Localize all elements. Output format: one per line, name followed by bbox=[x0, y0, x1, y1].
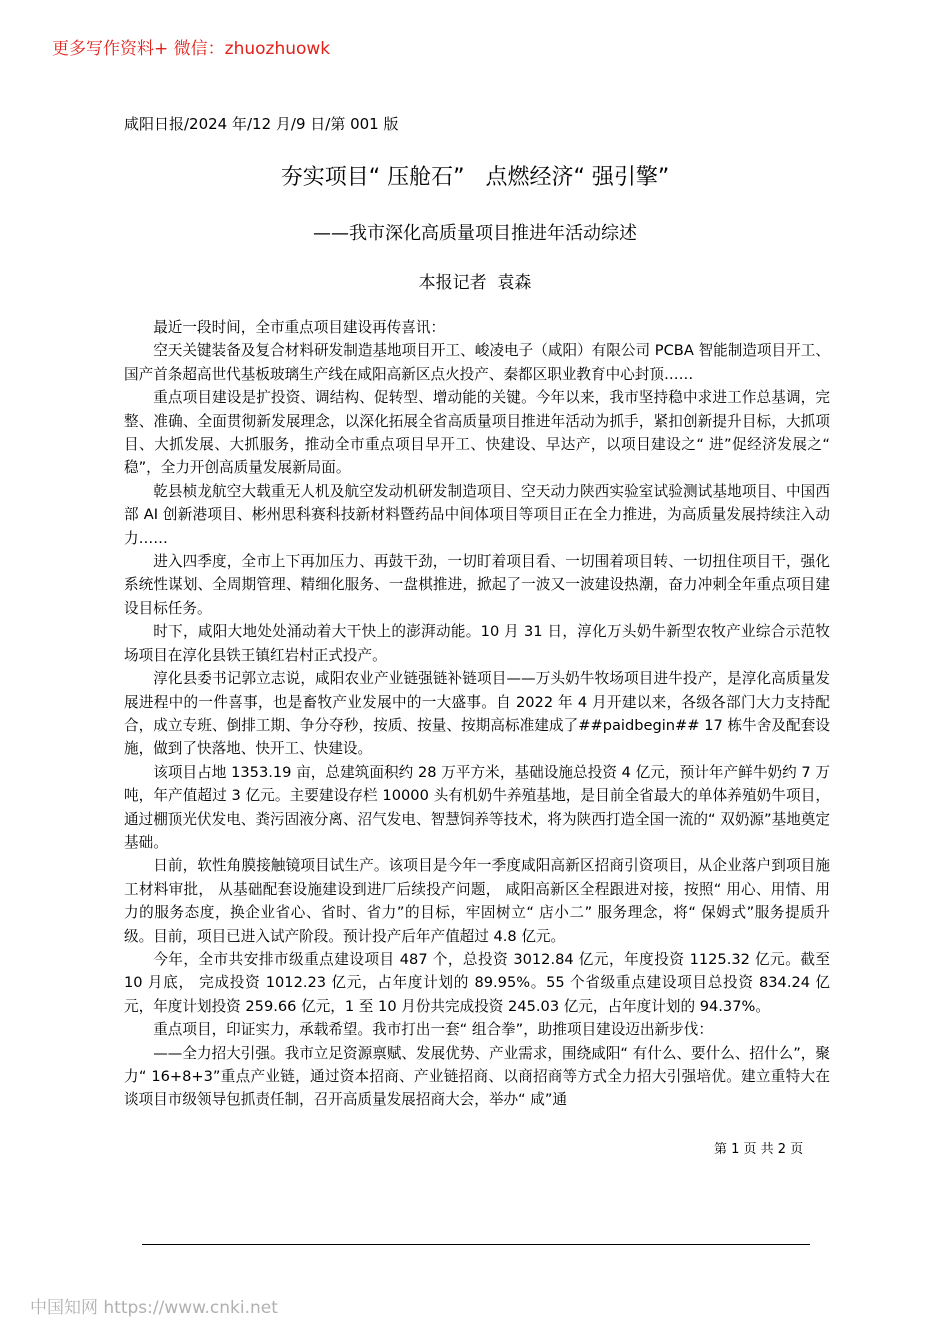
paragraph: 进入四季度，全市上下再加压力、再鼓干劲，一切盯着项目看、一切围着项目转、一切扭住项目干，强化系统性谋划、全周期管理、精细化服务、一盘棋推进，掀起了一波又一波建设热潮，奋力冲刺全年重点项目建设目标任务。 bbox=[124, 553, 830, 617]
article-title: 夯实项目“ 压舱石” 点燃经济“ 强引擎” bbox=[280, 165, 670, 190]
paragraph: 今年，全市共安排市级重点建设项目 487 个，总投资 3012.84 亿元，年度投资 1125.32 亿元。截至 10 月底， 完成投资 1012.23 亿元，占年度计划的 89.95%。55 个省级重点建设项目总投资 834.24 亿元，年度计划投资 259.66 亿元，1 至 10 月份共完成投资 245.03 亿元，占年度计划的 94.37%。 bbox=[124, 950, 830, 1015]
article-subtitle: ——我市深化高质量项目推进年活动综述 bbox=[313, 223, 637, 244]
footer-divider bbox=[142, 1244, 810, 1245]
page-number: 第 1 页 共 2 页 bbox=[714, 1142, 804, 1157]
publication-source: 咸阳日报/2024 年/12 月/9 日/第 001 版 bbox=[124, 115, 399, 133]
paragraph: 重点项目建设是扩投资、调结构、促转型、增动能的关键。今年以来，我市坚持稳中求进工作总基调，完整、准确、全面贯彻新发展理念，以深化拓展全省高质量项目推进年活动为抓手，紧扣创新提升目标，大抓项目、大抓发展、大抓服务，推动全市重点项目早开工、快建设、早达产，以项目建设之“ 进”促经济发展之“ 稳”，全力开创高质量发展新局面。 bbox=[124, 389, 830, 477]
paragraph: ——全力招大引强。我市立足资源禀赋、发展优势、产业需求，围绕咸阳“ 有什么、要什么、招什么”，聚力“ 16+8+3”重点产业链，通过资本招商、产业链招商、以商招商等方式全力招大引强培优。建立重特大在谈项目市级领导包抓责任制，召开高质量发展招商大会，举办“ 咸”通 bbox=[124, 1044, 830, 1109]
byline: 本报记者 袁森 bbox=[418, 273, 532, 293]
paragraph: 日前，软性角膜接触镜项目试生产。该项目是今年一季度咸阳高新区招商引资项目，从企业落户到项目施工材料审批， 从基础配套设施建设到进厂后续投产问题， 咸阳高新区全程跟进对接，按照“ 用心、用情、用力的服务态度，换企业省心、省时、省力”的目标，牢固树立“ 店小二” 服务理念，将“ 保姆式”服务提质升级。目前，项目已进入试产阶段。预计投产后年产值超过 4.8 亿元。 bbox=[124, 857, 830, 945]
paragraph: 时下，咸阳大地处处涌动着大干快上的澎湃动能。10 月 31 日，淳化万头奶牛新型农牧产业综合示范牧场项目在淳化县铁王镇红岩村正式投产。 bbox=[124, 623, 830, 664]
paragraph: 乾县桢龙航空大载重无人机及航空发动机研发制造项目、空天动力陕西实验室试验测试基地项目、中国西部 AI 创新港项目、彬州思科赛科技新材料暨药品中间体项目等项目正在全力推进，为高质量发展持续注入动力…… bbox=[124, 482, 830, 547]
article-body bbox=[124, 316, 830, 1112]
cnki-watermark: 中国知网 https://www.cnki.net bbox=[30, 1298, 278, 1318]
paragraph: 淳化县委书记郭立志说，咸阳农业产业链强链补链项目——万头奶牛牧场项目进牛投产，是淳化高质量发展进程中的一件喜事，也是畜牧产业发展中的一大盛事。自 2022 年 4 月开建以来，各级各部门大力支持配合，成立专班、倒排工期、争分夺秒，按质、按量、按期高标准建成了##paidbegin## 17 栋牛舍及配套设施，做到了快落地、快开工、快建设。 bbox=[124, 670, 830, 758]
promo-banner: 更多写作资料+ 微信：zhuozhuowk bbox=[52, 39, 331, 59]
paragraph: 空天关键装备及复合材料研发制造基地项目开工、峻凌电子（咸阳）有限公司 PCBA 智能制造项目开工、国产首条超高世代基板玻璃生产线在咸阳高新区点火投产、秦都区职业教育中心封顶…… bbox=[124, 342, 830, 383]
paragraph: 该项目占地 1353.19 亩，总建筑面积约 28 万平方米，基础设施总投资 4 亿元，预计年产鲜牛奶约 7 万吨，年产值超过 3 亿元。主要建设存栏 10000 头有机奶牛养殖基地，是目前全省最大的单体养殖奶牛项目，通过棚顶光伏发电、粪污固液分离、沼气发电、智慧饲养等技术，将为陕西打造全国一流的“ 双奶源”基地奠定基础。 bbox=[124, 763, 830, 851]
paragraph: 最近一段时间，全市重点项目建设再传喜讯： bbox=[153, 319, 446, 336]
paragraph: 重点项目，印证实力，承载希望。我市打出一套“ 组合拳”，助推项目建设迈出新步伐： bbox=[153, 1021, 713, 1039]
